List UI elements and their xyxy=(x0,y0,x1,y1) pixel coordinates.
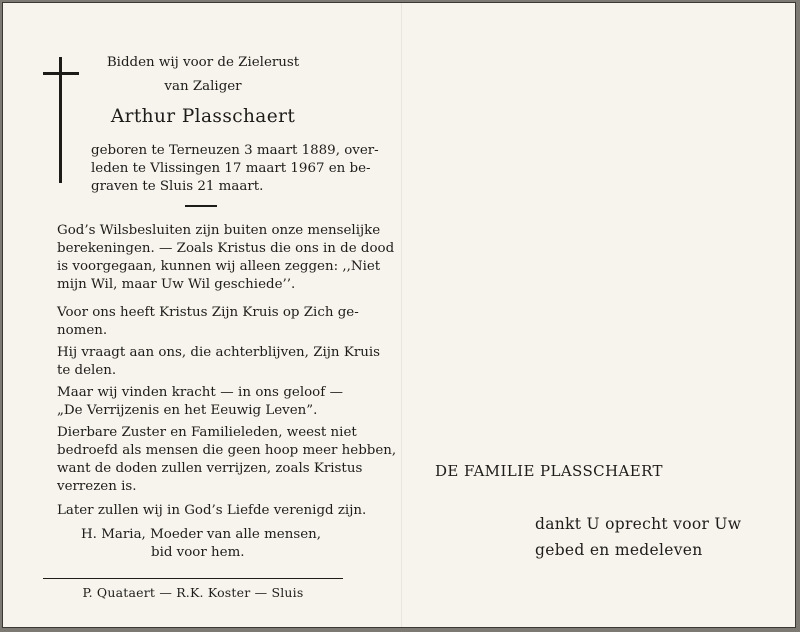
prayer-line: H. Maria, Moeder van alle mensen, xyxy=(81,527,321,542)
bio-line: geboren te Terneuzen 3 maart 1889, over- xyxy=(91,143,379,158)
text-line: verrezen is. xyxy=(57,479,137,494)
heading-line1: Bidden wij voor de Zielerust xyxy=(106,55,300,70)
text-line: mijn Wil, maar Uw Wil geschiede’’. xyxy=(57,277,296,292)
cross-icon xyxy=(59,57,62,183)
deceased-name: Arthur Plasschaert xyxy=(110,106,296,127)
text-line: Voor ons heeft Kristus Zijn Kruis op Zich ge- xyxy=(57,305,359,320)
text-line: is voorgegaan, kunnen wij alleen zeggen: ,,Niet xyxy=(57,259,381,274)
thanks-line: gebed en medeleven xyxy=(535,541,703,559)
text-line: bedroefd als mensen die geen hoop meer hebben, xyxy=(57,443,397,458)
heading-line2: van Zaliger xyxy=(164,79,242,94)
memorial-card xyxy=(2,2,796,628)
text-line: Later zullen wij in God’s Liefde verenigd zijn. xyxy=(57,503,367,518)
text-line: Hij vraagt aan ons, die achterblijven, Zijn Kruis xyxy=(57,345,380,360)
text-line: „De Verrijzenis en het Eeuwig Leven”. xyxy=(57,403,318,418)
text-line: Dierbare Zuster en Familieleden, weest niet xyxy=(57,425,357,440)
text-line: want de doden zullen verrijzen, zoals Kristus xyxy=(57,461,363,476)
thanks-line: dankt U oprecht voor Uw xyxy=(535,515,742,533)
bio-line: graven te Sluis 21 maart. xyxy=(91,179,264,194)
card-fold xyxy=(401,3,402,627)
text-line: nomen. xyxy=(57,323,108,338)
text-line: God’s Wilsbesluiten zijn buiten onze menselijke xyxy=(57,223,381,238)
text-line: berekeningen. — Zoals Kristus die ons in de dood xyxy=(57,241,395,256)
prayer-line: bid voor hem. xyxy=(151,545,245,560)
printer-credit: P. Quataert — R.K. Koster — Sluis xyxy=(82,585,304,600)
text-line: te delen. xyxy=(57,363,117,378)
bio-line: leden te Vlissingen 17 maart 1967 en be- xyxy=(91,161,371,176)
separator xyxy=(185,205,217,207)
cross-icon-bar xyxy=(43,72,79,75)
family-name: DE FAMILIE PLASSCHAERT xyxy=(435,462,663,480)
footer-divider xyxy=(43,578,343,579)
text-line: Maar wij vinden kracht — in ons geloof — xyxy=(57,385,343,400)
